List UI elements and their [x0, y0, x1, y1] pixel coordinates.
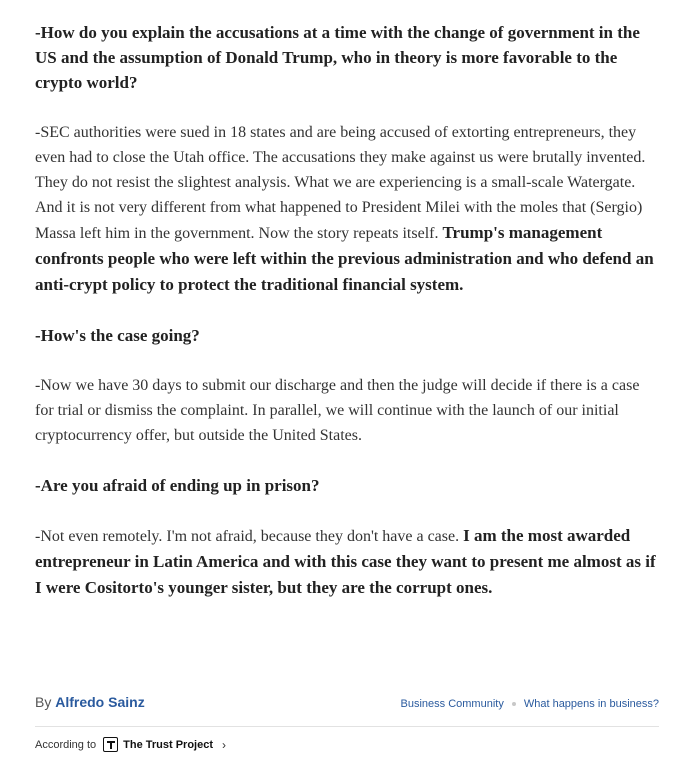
byline [35, 694, 145, 710]
tag-what-happens-in-business[interactable]: What happens in business? [523, 698, 659, 710]
answer-1-text: -SEC authorities were sued in 18 states and are being accused of extorting entrepreneurs, they even had to close the Utah office. The accusations they make against us were brutally invented. They do not resist the slightest analysis. What we are experiencing is a small-scale Watergate. And it is not very different from what happened to President Milei with the moles that (Sergio) Massa left him in the government. Now the story repeats itself. [35, 124, 646, 242]
answer-3 [35, 523, 660, 601]
answer-2: -Now we have 30 days to submit our discharge and then the judge will decide if there is a case for trial or dismiss the complaint. In parallel, we will continue with the launch of our initial cryptocurrency offer, but outside the United States. [35, 377, 640, 444]
answer-3-bold: I am the most awarded entrepreneur in Latin America and with this case they want to present me almost as if I were Cositorto's younger sister, but they are the corrupt ones. [35, 526, 656, 597]
answer-3-text: -Not even remotely. I'm not afraid, because they don't have a case. [35, 528, 464, 545]
tag-separator-dot [512, 702, 516, 706]
answer-1-bold: Trump's management confronts people who were left within the previous administration and who defend an anti-crypt policy to protect the traditional financial system. [35, 223, 654, 294]
question-1: -How do you explain the accusations at a time with the change of government in the US and the assumption of Donald Trump, who in theory is more favorable to the crypto world? [35, 23, 640, 92]
tag-business-community[interactable]: Business Community [400, 698, 504, 710]
article-body [35, 20, 660, 601]
according-to-label: According to [35, 738, 97, 751]
trust-project-link[interactable] [35, 737, 226, 752]
chevron-right-icon: › [222, 737, 227, 752]
byline-prefix: By [35, 694, 52, 710]
footer-divider [35, 726, 659, 727]
author-link[interactable]: Alfredo Sainz [55, 694, 145, 710]
question-2: -How's the case going? [35, 326, 200, 345]
trust-t-glyph [106, 740, 116, 750]
answer-1 [35, 120, 660, 298]
trust-project-name: The Trust Project [123, 738, 214, 751]
tag-list [401, 698, 659, 710]
trust-project-logo-icon [103, 737, 118, 752]
question-3: -Are you afraid of ending up in prison? [35, 476, 320, 495]
